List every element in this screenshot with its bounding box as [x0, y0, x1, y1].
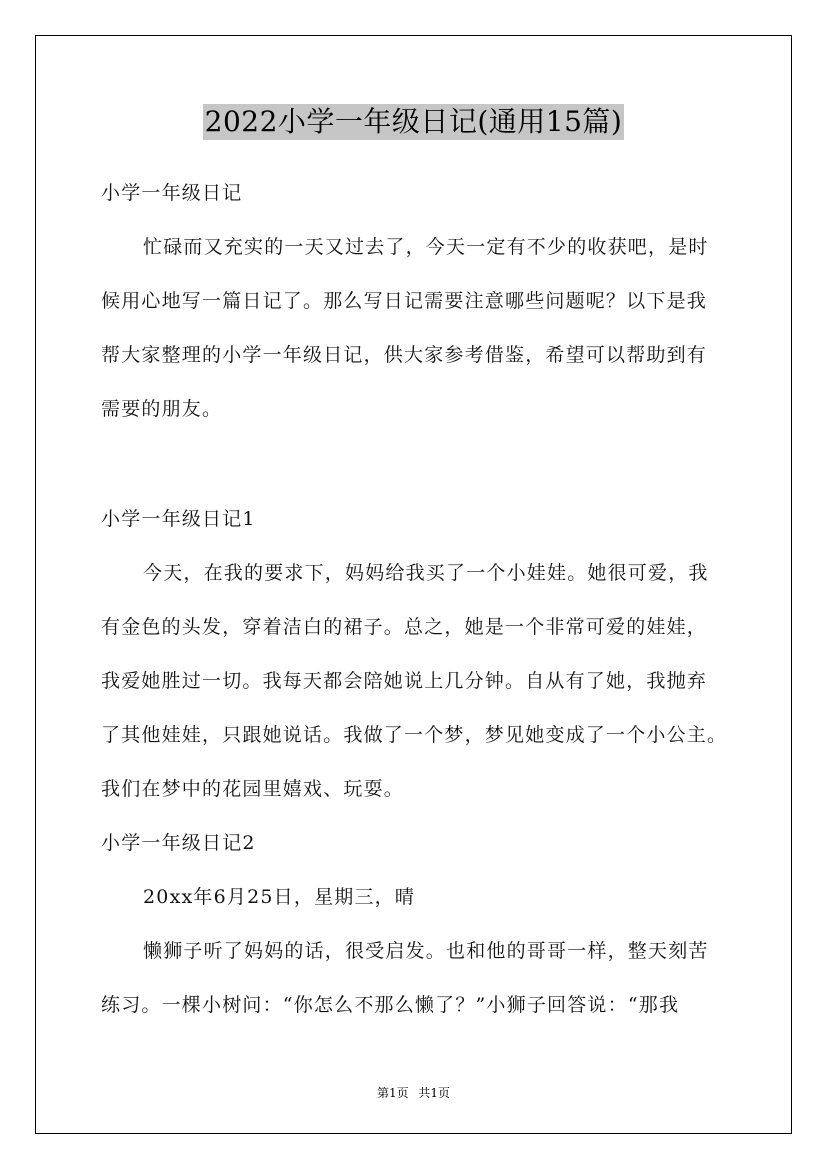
diary-date-line: 20xx年6月25日，星期三，晴 [143, 886, 416, 908]
paragraph-line: 练习。一棵小树问：“你怎么不那么懒了？”小狮子回答说：“那我 [101, 994, 680, 1016]
section-heading-diary-2: 小学一年级日记2 [101, 832, 256, 854]
paragraph-line: 候用心地写一篇日记了。那么写日记需要注意哪些问题呢？以下是我 [101, 290, 708, 312]
paragraph-line: 我爱她胜过一切。我每天都会陪她说上几分钟。自从有了她，我抛弃 [101, 670, 708, 692]
document-title: 2022小学一年级日记(通用15篇) [204, 105, 623, 138]
section-heading-diary-1: 小学一年级日记1 [101, 508, 256, 530]
paragraph-line: 懒狮子听了妈妈的话，很受启发。也和他的哥哥一样，整天刻苦 [143, 940, 709, 962]
paragraph-line: 了其他娃娃，只跟她说话。我做了一个梦，梦见她变成了一个小公主。 [101, 724, 728, 746]
paragraph-line: 忙碌而又充实的一天又过去了，今天一定有不少的收获吧，是时 [143, 236, 709, 258]
page-total: 共1页 [418, 1086, 451, 1100]
paragraph-line: 需要的朋友。 [101, 398, 223, 420]
paragraph-line: 帮大家整理的小学一年级日记，供大家参考借鉴，希望可以帮助到有 [101, 344, 708, 366]
paragraph-line: 我们在梦中的花园里嬉戏、玩耍。 [101, 778, 405, 800]
page-number: 第1页 [376, 1086, 409, 1100]
title-container [0, 104, 827, 140]
section-heading-intro: 小学一年级日记 [101, 182, 243, 204]
paragraph-line: 今天，在我的要求下，妈妈给我买了一个小娃娃。她很可爱，我 [143, 562, 709, 584]
page-footer [0, 1085, 827, 1101]
paragraph-line: 有金色的头发，穿着洁白的裙子。总之，她是一个非常可爱的娃娃， [101, 616, 708, 638]
